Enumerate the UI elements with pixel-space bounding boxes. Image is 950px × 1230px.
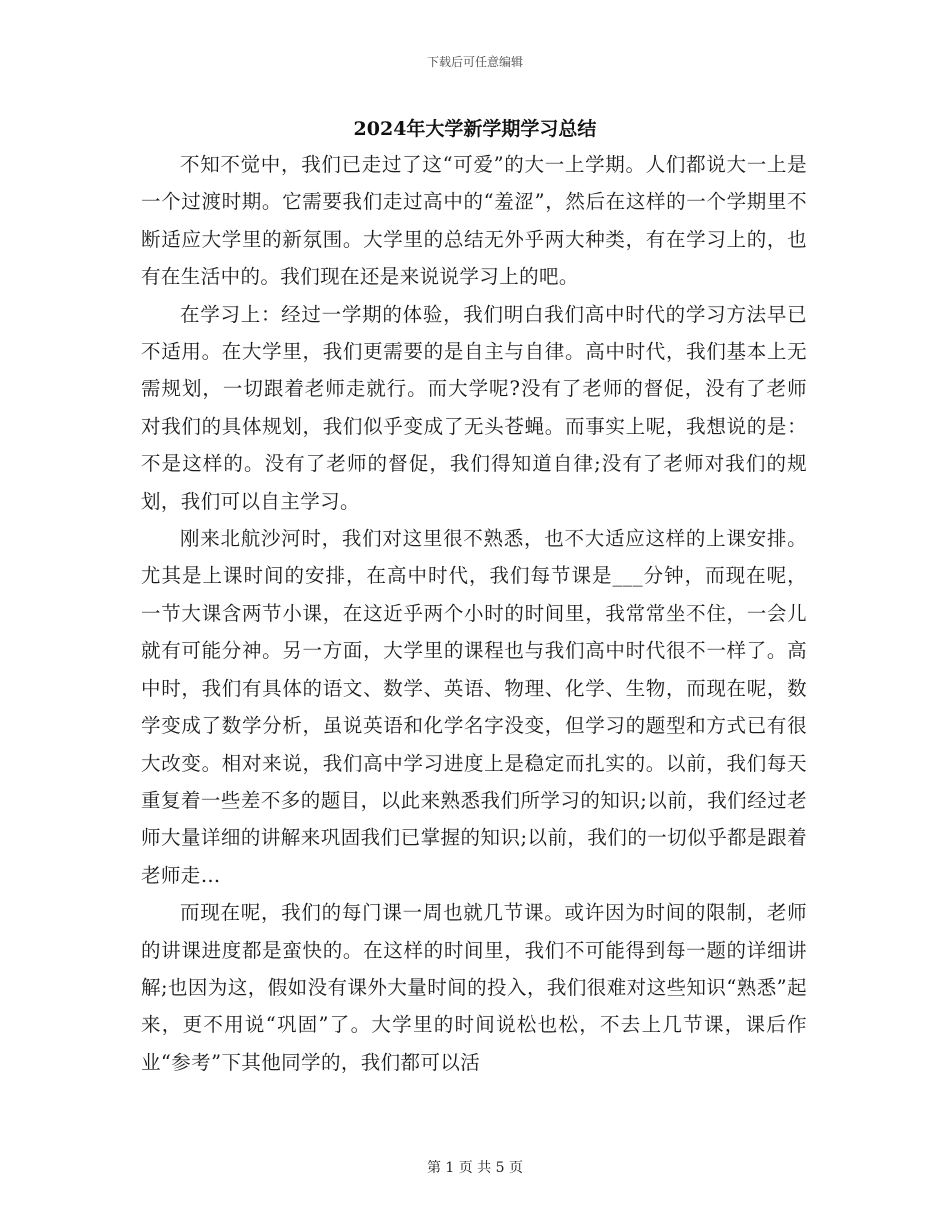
document-title: 2024年大学新学期学习总结 bbox=[353, 118, 597, 140]
page-header-note: 下载后可任意编辑 bbox=[426, 55, 523, 69]
document-body bbox=[141, 146, 807, 1081]
paragraph-1: 不知不觉中，我们已走过了这“可爱”的大一上学期。人们都说大一上是一个过渡时期。它需要我们走过高中的“羞涩”，然后在这样的一个学期里不断适应大学里的新氛围。大学里的总结无外乎两大种类，有在学习上的，也有在生活中的。我们现在还是来说说学习上的吧。 bbox=[141, 153, 807, 289]
paragraph-2: 在学习上：经过一学期的体验，我们明白我们高中时代的学习方法早已不适用。在大学里，我们更需要的是自主与自律。高中时代，我们基本上无需规划，一切跟着老师走就行。而大学呢?没有了老师的督促，没有了老师对我们的具体规划，我们似乎变成了无头苍蝇。而事实上呢，我想说的是：不是这样的。没有了老师的督促，我们得知道自律;没有了老师对我们的规划，我们可以自主学习。 bbox=[141, 302, 807, 513]
paragraph-3: 刚来北航沙河时，我们对这里很不熟悉，也不大适应这样的上课安排。尤其是上课时间的安排，在高中时代，我们每节课是___分钟，而现在呢，一节大课含两节小课，在这近乎两个小时的时间里，我常常坐不住，一会儿就有可能分神。另一方面，大学里的课程也与我们高中时代很不一样了。高中时，我们有具体的语文、数学、英语、物理、化学、生物，而现在呢，数学变成了数学分析，虽说英语和化学名字没变，但学习的题型和方式已有很大改变。相对来说，我们高中学习进度上是稳定而扎实的。以前，我们每天重复着一些差不多的题目，以此来熟悉我们所学习的知识;以前，我们经过老师大量详细的讲解来巩固我们已掌握的知识;以前，我们的一切似乎都是跟着老师走… bbox=[141, 527, 807, 887]
paragraph-4: 而现在呢，我们的每门课一周也就几节课。或许因为时间的限制，老师的讲课进度都是蛮快的。在这样的时间里，我们不可能得到每一题的详细讲解;也因为这，假如没有课外大量时间的投入，我们很难对这些知识“熟悉”起来，更不用说“巩固”了。大学里的时间说松也松，不去上几节课，课后作业“参考”下其他同学的，我们都可以活 bbox=[141, 901, 807, 1074]
page-number: 第 1 页 共 5 页 bbox=[426, 1160, 524, 1176]
